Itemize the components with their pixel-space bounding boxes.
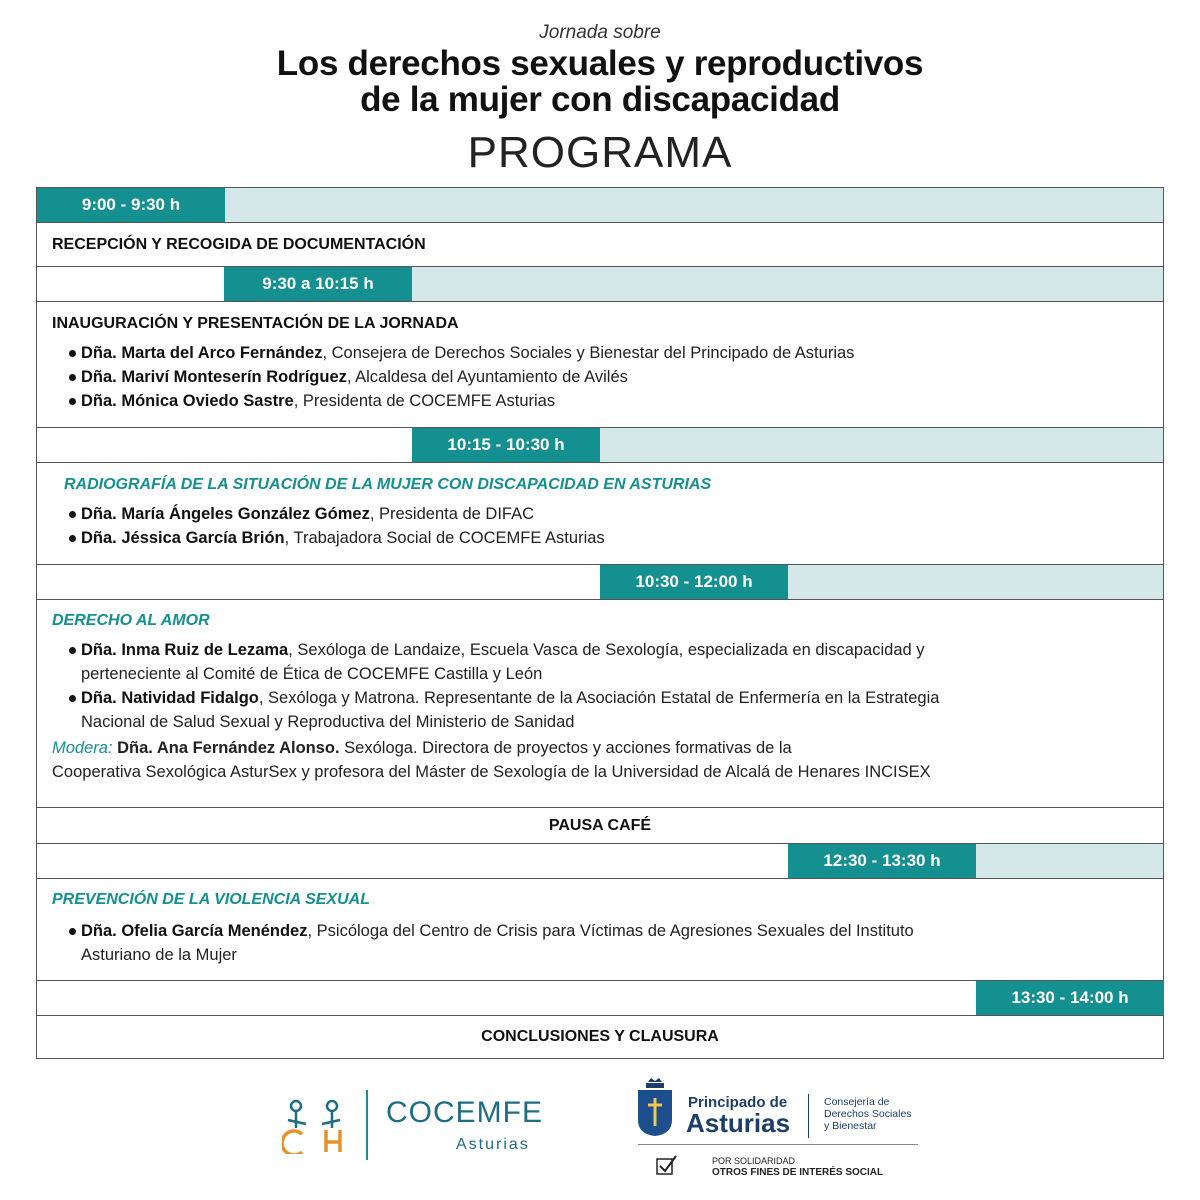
session-block: [37, 600, 1163, 808]
time-bar: [37, 428, 1163, 463]
time-bar: [37, 188, 1163, 223]
cocemfe-region: Asturias: [456, 1136, 530, 1153]
event-kicker: Jornada sobre: [539, 22, 661, 43]
principado-shield-icon: [636, 1076, 674, 1138]
speaker-item: Dña. Inma Ruiz de Lezama, Sexóloga de Landaize, Escuela Vasca de Sexología, especializada en discapacidad y perteneciente al Comité de Ética de COCEMFE Castilla y León: [52, 638, 1148, 686]
event-title-line1: Los derechos sexuales y reproductivos: [276, 44, 924, 83]
time-bar: [37, 981, 1163, 1016]
footer-rule: [638, 1144, 918, 1145]
bullet-icon: [69, 374, 76, 381]
bullet-icon: [69, 535, 76, 542]
program-table: [36, 187, 1164, 1059]
time-chip: 9:00 - 9:30 h: [37, 188, 225, 222]
bullet-icon: [69, 928, 76, 935]
session-heading: RECEPCIÓN Y RECOGIDA DE DOCUMENTACIÓN: [52, 235, 426, 253]
moderator-label: Modera:: [52, 739, 113, 757]
session-heading: RADIOGRAFÍA DE LA SITUACIÓN DE LA MUJER CON DISCAPACIDAD EN ASTURIAS: [64, 476, 712, 493]
session-block: [37, 223, 1163, 267]
time-bar: [37, 267, 1163, 302]
time-chip: 12:30 - 13:30 h: [788, 844, 976, 878]
bar-blank: [37, 565, 600, 599]
cocemfe-logo-icon: [282, 1098, 348, 1154]
session-block: [37, 1016, 1163, 1058]
cocemfe-name: COCEMFE: [386, 1096, 543, 1129]
consejeria-text: Consejería de Derechos Sociales y Bienestar: [824, 1096, 912, 1132]
moderator-note: Modera: Dña. Ana Fernández Alonso. Sexóloga. Directora de proyectos y acciones formativas de la Cooperativa Sexológica AsturSex y profesora del Máster de Sexología de la Universidad de Alcalá de Henares INCISEX: [52, 739, 931, 781]
cocemfe-divider: [366, 1090, 368, 1160]
event-title: [0, 46, 1200, 118]
session-block: [37, 302, 1163, 428]
event-title-line2: de la mujer con discapacidad: [360, 80, 840, 119]
speaker-item: Dña. Ofelia García Menéndez, Psicóloga del Centro de Crisis para Víctimas de Agresiones Sexuales del Instituto Asturiano de la Mujer: [52, 919, 1148, 967]
session-heading: CONCLUSIONES Y CLAUSURA: [481, 1028, 719, 1045]
coffee-break: [37, 808, 1163, 844]
time-chip: 10:30 - 12:00 h: [600, 565, 788, 599]
bullet-icon: [69, 695, 76, 702]
bar-blank: [37, 428, 412, 462]
speaker-item: Dña. Mónica Oviedo Sastre, Presidenta de COCEMFE Asturias: [52, 389, 1148, 413]
principado-line2: Asturias: [686, 1108, 791, 1138]
speaker-item: Dña. Marta del Arco Fernández, Consejera de Derechos Sociales y Bienestar del Principado de Asturias: [52, 341, 1148, 365]
principado-divider: [808, 1094, 809, 1138]
time-bar: [37, 565, 1163, 600]
moderator-name: Dña. Ana Fernández Alonso.: [117, 739, 340, 757]
principado-line1: Principado de: [688, 1094, 788, 1111]
session-heading: PREVENCIÓN DE LA VIOLENCIA SEXUAL: [52, 891, 370, 908]
session-block: [37, 463, 1163, 565]
session-heading: INAUGURACIÓN Y PRESENTACIÓN DE LA JORNADA: [52, 315, 459, 332]
bullet-icon: [69, 350, 76, 357]
speaker-item: Dña. Jéssica García Brión, Trabajadora Social de COCEMFE Asturias: [52, 526, 1148, 550]
bullet-icon: [69, 647, 76, 654]
time-chip: 9:30 a 10:15 h: [224, 267, 412, 301]
coffee-break-label: PAUSA CAFÉ: [548, 816, 652, 834]
time-chip: 10:15 - 10:30 h: [412, 428, 600, 462]
bullet-icon: [69, 398, 76, 405]
speaker-item: Dña. Mariví Monteserín Rodríguez, Alcaldesa del Ayuntamiento de Avilés: [52, 365, 1148, 389]
speaker-item: Dña. María Ángeles González Gómez, Presidenta de DIFAC: [52, 502, 1148, 526]
session-block: [37, 879, 1163, 981]
checkbox-icon: [656, 1154, 678, 1176]
solidaridad-line2: OTROS FINES DE INTERÉS SOCIAL: [712, 1167, 884, 1178]
time-chip: 13:30 - 14:00 h: [976, 981, 1164, 1015]
session-heading: DERECHO AL AMOR: [52, 612, 210, 629]
sponsor-footer: [0, 1070, 1200, 1190]
program-label: PROGRAMA: [467, 128, 733, 177]
bar-blank: [37, 267, 224, 301]
bar-blank: [37, 844, 788, 878]
bullet-icon: [69, 511, 76, 518]
time-bar: [37, 844, 1163, 879]
solidaridad-line1: POR SOLIDARIDAD: [712, 1156, 796, 1166]
speaker-item: Dña. Natividad Fidalgo, Sexóloga y Matrona. Representante de la Asociación Estatal de Enfermería en la Estrategia Nacional de Salud Sexual y Reproductiva del Ministerio de Sanidad: [52, 686, 1148, 734]
